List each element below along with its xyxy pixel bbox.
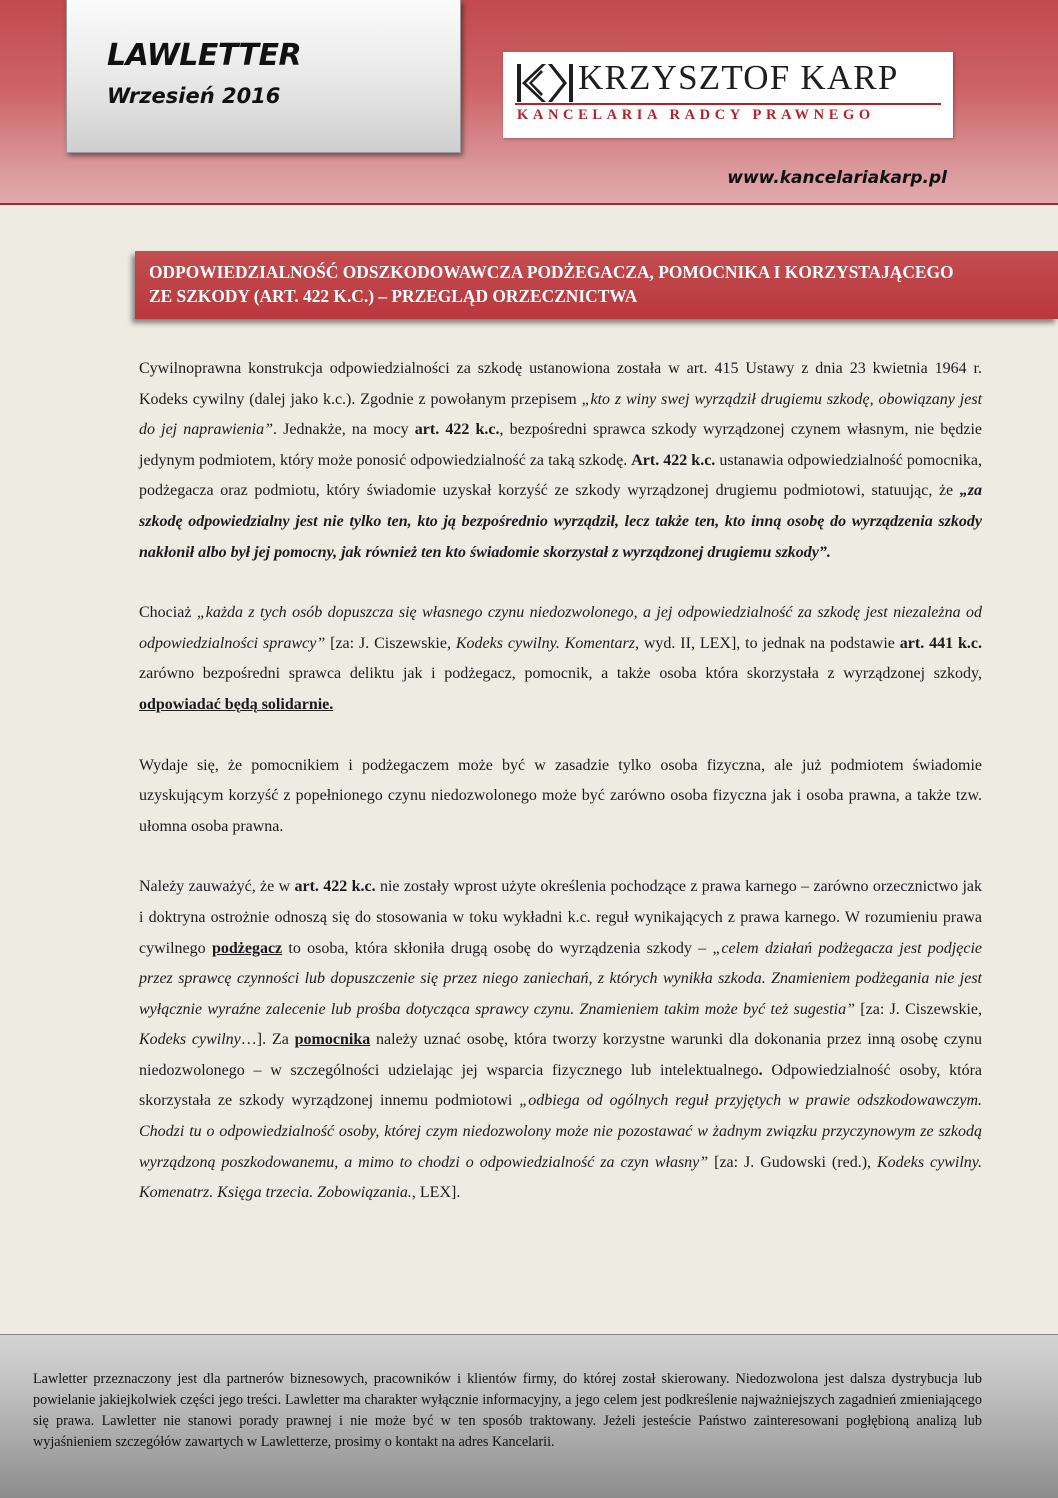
title-box xyxy=(66,0,461,153)
newsletter-date: Wrzesień 2016 xyxy=(107,84,281,108)
article-heading-line1: ODPOWIEDZIALNOŚĆ ODSZKODOWAWCZA PODŻEGACZA, POMOCNIKA I KORZYSTAJĄCEGO xyxy=(149,262,954,282)
newsletter-title: LAWLETTER xyxy=(107,38,302,73)
header-band xyxy=(0,0,1058,205)
paragraph-3: Wydaje się, że pomocnikiem i podżegaczem może być w zasadzie tylko osoba fizyczna, ale już podmiotem świadomie uzyskującym korzyść z popełnionego czynu niedozwolonego może być zarówno osoba fizyczna jak i osoba prawna, a także tzw. ułomna osoba prawna. xyxy=(139,756,982,835)
paragraph-1: Cywilnoprawna konstrukcja odpowiedzialności za szkodę ustanowiona została w art. 415 Ustawy z dnia 23 kwietnia 1964 r. Kodeks cywilny (dalej jako k.c.). Zgodnie z powołanym przepisem „kto z winy swej wyrządził drugiemu szkodę, obowiązany jest do jej naprawienia”. Jednakże, na mocy art. 422 k.c., bezpośredni sprawca szkody wyrządzonej czynem własnym, nie będzie jedynym podmiotem, który może ponosić odpowiedzialność za taką szkodę. Art. 422 k.c. ustanawia odpowiedzialność pomocnika, podżegacza oraz podmiotu, który świadomie uzyskał korzyść ze szkody wyrządzonej drugiemu podmiotowi, statuując, że „za szkodę odpowiedzialny jest nie tylko ten, kto ją bezpośrednio wyrządził, lecz także ten, kto inną osobę do wyrządzenia szkody nakłonił albo był jej pomocny, jak również ten kto świadomie skorzystał z wyrządzonej drugiemu szkody”. xyxy=(139,360,983,561)
article-body xyxy=(139,354,982,1209)
paragraph-2: Chociaż „każda z tych osób dopuszcza się własnego czynu niedozwolonego, a jej odpowiedzialność za szkodę jest niezależna od odpowiedzialności sprawcy” [za: J. Ciszewskie, Kodeks cywilny. Komentarz, wyd. II, LEX], to jednak na podstawie art. 441 k.c. zarówno bezpośredni sprawca deliktu jak i podżegacz, pomocnik, a także osoba która skorzystała z wyrządzonej szkody, odpowiadać będą solidarnie. xyxy=(139,604,983,713)
website-link[interactable]: www.kancelariakarp.pl xyxy=(727,168,947,188)
firm-logo xyxy=(503,52,953,138)
paragraph-4: Należy zauważyć, że w art. 422 k.c. nie zostały wprost użyte określenia pochodzące z prawa karnego – zarówno orzecznictwo jak i doktryna ostrożnie odnoszą się do stosowania w toku wykładni k.c. reguł wynikających z prawa karnego. W rozumieniu prawa cywilnego podżegacz to osoba, która skłoniła drugą osobę do wyrządzenia szkody – „celem działań podżegacza jest podjęcie przez sprawcę czynności lub dopuszczenie się przez niego zaniechań, z których wynikła szkoda. Znamieniem podżegania nie jest wyłącznie wyraźne zalecenie lub prośba dotycząca sprawcy czynu. Znamieniem takim może być też sugestia” [za: J. Ciszewskie, Kodeks cywilny…]. Za pomocnika należy uznać osobę, która tworzy korzystne warunki dla dokonania przez inną osobę czynu niedozwolonego – w szczególności udzielając jej wsparcia fizycznego lub intelektualnego. Odpowiedzialność osoby, która skorzystała ze szkody wyrządzonej innemu podmiotowi „odbiega od ogólnych reguł przyjętych w prawie odszkodowawczym. Chodzi tu o odpowiedzialność osoby, której czym niedozwolony może nie pozostawać w żadnym związku przyczynowym ze szkodą wyrządzoną poszkodowanemu, a mimo to chodzi o odpowiedzialność za czyn własny” [za: J. Gudowski (red.), Kodeks cywilny. Komenatrz. Księga trzecia. Zobowiązania., LEX]. xyxy=(139,878,983,1202)
firm-tagline: KANCELARIA RADCY PRAWNEGO xyxy=(517,107,875,123)
footer-band xyxy=(0,1334,1058,1498)
logo-divider xyxy=(515,103,941,105)
firm-name: KRZYSZTOF KARP xyxy=(578,58,899,97)
article-heading-line2: ZE SZKODY (ART. 422 K.C.) – PRZEGLĄD ORZECZNICTWA xyxy=(149,286,638,306)
kk-monogram-icon xyxy=(517,62,573,104)
footer-disclaimer: Lawletter przeznaczony jest dla partnerów biznesowych, pracowników i klientów firmy, do której został skierowany. Niedozwolona jest dalsza dystrybucja lub powielanie jakiejkolwiek części jego treści. Lawletter ma charakter wyłącznie informacyjny, a jego celem jest podkreślenie najważniejszych zagadnień zmieniającego się prawa. Lawletter nie stanowi porady prawnej i nie może być w ten sposób traktowany. Jeżeli jesteście Państwo zainteresowani pogłębioną analizą lub wyjaśnieniem szczegółów zawartych w Lawletterze, prosimy o kontakt na adres Kancelarii. xyxy=(33,1371,982,1450)
article-heading-banner xyxy=(135,251,1058,319)
article-heading xyxy=(149,260,1049,308)
